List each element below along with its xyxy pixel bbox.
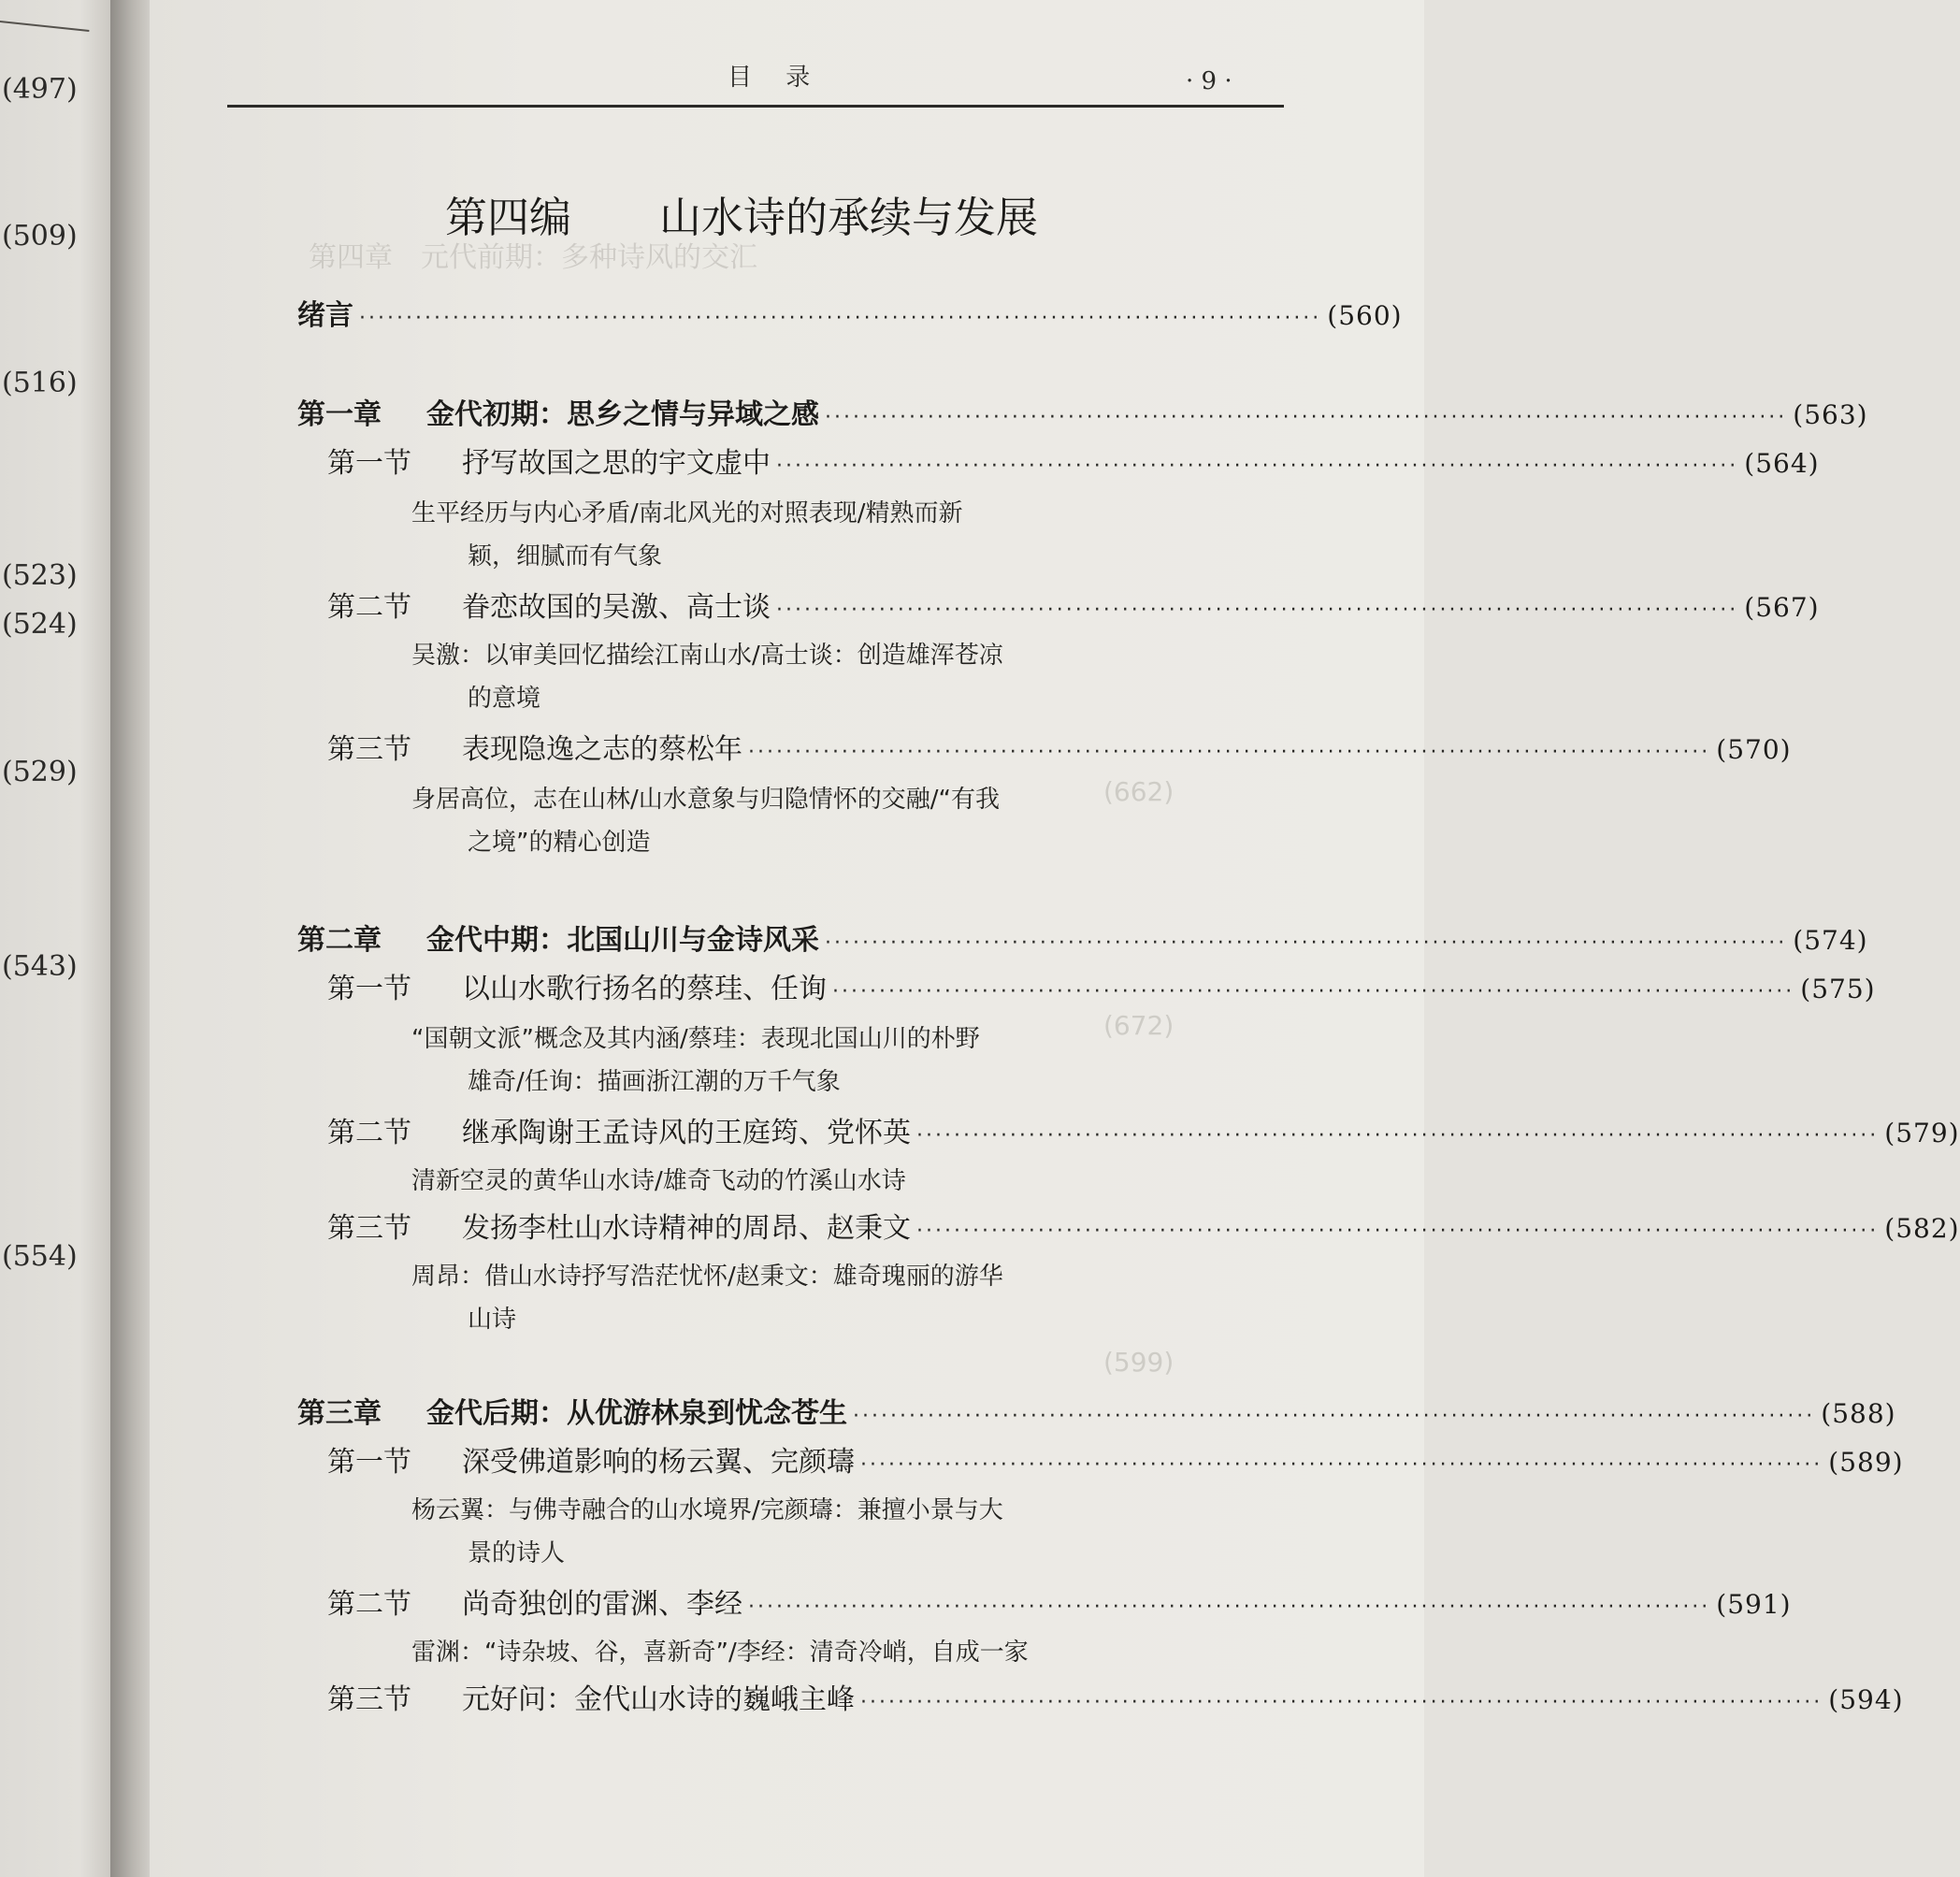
section-description: 杨云翼：与佛寺融合的山水境界/完颜璹：兼擅小景与大: [411, 1496, 1003, 1524]
section-description: 的意境: [468, 685, 541, 713]
chapter-number: 第一章: [297, 398, 382, 431]
section-title: 以山水歌行扬名的蔡珪、任询: [462, 973, 827, 1005]
toc-page: (564): [1744, 448, 1820, 479]
section-description: 之境”的精心创造: [468, 829, 651, 857]
toc-page: (574): [1793, 925, 1868, 956]
chapter-number: 第二章: [297, 924, 382, 957]
toc-page: (588): [1821, 1398, 1896, 1429]
show-through-text: (662): [1103, 776, 1175, 807]
left-page-number: (529): [2, 756, 78, 788]
show-through-text: (599): [1103, 1347, 1175, 1378]
section-title: 发扬李杜山水诗精神的周昂、赵秉文: [462, 1212, 911, 1245]
left-page-number: (516): [2, 367, 78, 399]
section-number: 第一节: [327, 1446, 411, 1479]
section-number: 第三节: [327, 1683, 411, 1716]
leader-dots: ·······································································································: [825, 406, 1788, 429]
left-page-number: (543): [2, 950, 78, 983]
section-description: “国朝文派”概念及其内涵/蔡珪：表现北国山川的朴野: [411, 1025, 980, 1053]
toc-page: (591): [1716, 1589, 1792, 1620]
section-description: 雄奇/任询：描画浙江潮的万千气象: [468, 1068, 841, 1096]
section-title: 尚奇独创的雷渊、李经: [462, 1588, 742, 1621]
toc-page: (589): [1828, 1447, 1904, 1478]
toc-entry-section[interactable]: [327, 440, 1820, 481]
section-title: 表现隐逸之志的蔡松年: [462, 733, 742, 766]
leader-dots: ·······································································································: [359, 307, 1322, 330]
part-name: 山水诗的承续与发展: [659, 193, 1039, 242]
leader-dots: ·······································································································: [860, 1691, 1823, 1714]
leader-dots: ·······································································································: [832, 980, 1795, 1003]
leader-dots: ·······································································································: [748, 741, 1711, 764]
section-number: 第二节: [327, 1588, 411, 1621]
header-rule: [227, 105, 1284, 108]
show-through-text: 第四章 元代前期：多种诗风的交汇: [309, 241, 757, 274]
toc-page: (563): [1793, 399, 1868, 430]
leader-dots: ·······································································································: [916, 1220, 1880, 1243]
chapter-title: 金代后期：从优游林泉到忧念苍生: [426, 1397, 847, 1430]
leader-dots: ·······································································································: [748, 1595, 1711, 1619]
leader-dots: ·······································································································: [916, 1124, 1880, 1148]
section-title: 深受佛道影响的杨云翼、完颜璹: [462, 1446, 855, 1479]
section-number: 第三节: [327, 733, 411, 766]
left-page-fragment: [0, 0, 114, 1877]
toc-page: (579): [1884, 1118, 1960, 1148]
leader-dots: ·······································································································: [860, 1453, 1823, 1477]
toc-entry-section[interactable]: [327, 1676, 1904, 1717]
leader-dots: ·······································································································: [853, 1405, 1816, 1428]
toc-page: (582): [1884, 1213, 1960, 1244]
section-description: 身居高位，志在山林/山水意象与归隐情怀的交融/“有我: [411, 786, 1000, 814]
toc-entry-chapter[interactable]: [297, 1390, 1896, 1431]
toc-entry-section[interactable]: [327, 1438, 1904, 1480]
toc-entry-section[interactable]: [327, 1581, 1792, 1622]
section-title: 继承陶谢王孟诗风的王庭筠、党怀英: [462, 1117, 911, 1149]
toc-entry-chapter[interactable]: [297, 917, 1868, 958]
section-description: 山诗: [468, 1306, 517, 1334]
section-number: 第三节: [327, 1212, 411, 1245]
part-title: [445, 183, 1038, 244]
left-page-number: (497): [2, 73, 78, 106]
toc-entry-section[interactable]: [327, 726, 1792, 767]
toc-page: (575): [1800, 974, 1876, 1004]
section-description: 生平经历与内心矛盾/南北风光的对照表现/精熟而新: [411, 499, 963, 527]
toc-page: (567): [1744, 592, 1820, 623]
leader-dots: ·······································································································: [776, 599, 1739, 622]
chapter-title: 金代初期：思乡之情与异域之感: [426, 398, 819, 431]
left-page-number: (509): [2, 220, 78, 253]
left-page-number: (524): [2, 608, 78, 641]
section-title: 元好问：金代山水诗的巍峨主峰: [462, 1683, 855, 1716]
section-number: 第一节: [327, 447, 411, 480]
toc-entry-intro[interactable]: [297, 292, 1403, 333]
section-description: 吴激：以审美回忆描绘江南山水/高士谈：创造雄浑苍凉: [411, 642, 1003, 670]
chapter-number: 第三章: [297, 1397, 382, 1430]
toc-entry-section[interactable]: [327, 584, 1820, 625]
section-description: 景的诗人: [468, 1539, 566, 1567]
show-through-text: (672): [1103, 1010, 1175, 1041]
section-description: 清新空灵的黄华山水诗/雄奇飞动的竹溪山水诗: [411, 1167, 906, 1195]
section-title: 抒写故国之思的宇文虚中: [462, 447, 771, 480]
toc-entry-section[interactable]: [327, 1205, 1960, 1246]
toc-page: (560): [1327, 300, 1403, 331]
page-number: · 9 ·: [1186, 67, 1232, 95]
toc-page: (594): [1828, 1684, 1904, 1715]
section-description: 颖，细腻而有气象: [468, 542, 663, 570]
chapter-title: 金代中期：北国山川与金诗风采: [426, 924, 819, 957]
leader-dots: ·······································································································: [825, 931, 1788, 955]
toc-label: 绪言: [297, 299, 353, 332]
running-header-title: 目 录: [728, 64, 824, 92]
toc-entry-chapter[interactable]: [297, 391, 1868, 432]
left-page-number: (554): [2, 1240, 78, 1273]
toc-entry-section[interactable]: [327, 965, 1876, 1006]
section-number: 第二节: [327, 1117, 411, 1149]
part-number: 第四编: [445, 193, 572, 242]
page-edge-line: [0, 21, 89, 32]
section-number: 第二节: [327, 591, 411, 624]
section-number: 第一节: [327, 973, 411, 1005]
left-page-number: (523): [2, 559, 78, 592]
section-title: 眷恋故国的吴激、高士谈: [462, 591, 771, 624]
leader-dots: ·······································································································: [776, 455, 1739, 478]
toc-page: (570): [1716, 734, 1792, 765]
section-description: 雷渊：“诗杂坡、谷，喜新奇”/李经：清奇冷峭，自成一家: [411, 1639, 1029, 1667]
section-description: 周昂：借山水诗抒写浩茫忧怀/赵秉文：雄奇瑰丽的游华: [411, 1263, 1003, 1291]
toc-entry-section[interactable]: [327, 1109, 1960, 1150]
